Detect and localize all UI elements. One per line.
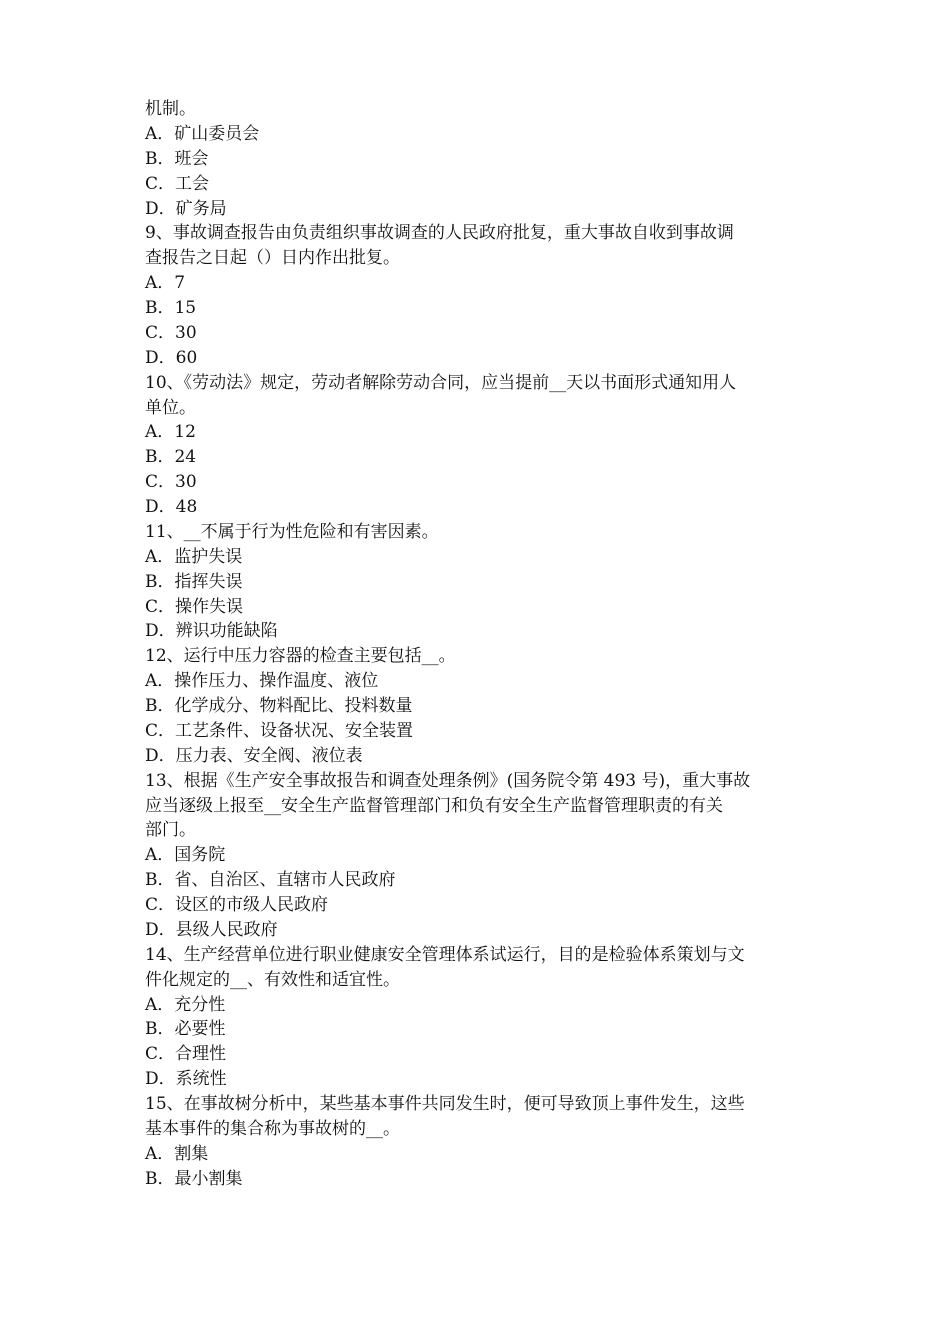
- option-line: D．系统性: [145, 1069, 227, 1090]
- question-line: 13、根据《生产安全事故报告和调查处理条例》(国务院令第 493 号)，重大事故: [145, 770, 751, 791]
- option-line: B．省、自治区、直辖市人民政府: [145, 870, 396, 891]
- question-line: 11、__不属于行为性危险和有害因素。: [145, 521, 439, 542]
- option-line: B．24: [145, 447, 197, 468]
- option-line: A．监护失误: [145, 546, 243, 567]
- question-line: 14、生产经营单位进行职业健康安全管理体系试运行，目的是检验体系策划与文: [145, 944, 745, 965]
- option-line: D．压力表、安全阀、液位表: [145, 745, 363, 766]
- option-line: B．班会: [145, 148, 209, 169]
- option-line: C．工艺条件、设备状况、安全装置: [145, 720, 414, 741]
- option-line: B．指挥失误: [145, 571, 243, 592]
- option-line: A．充分性: [145, 994, 226, 1015]
- document-page: [145, 97, 825, 1192]
- option-line: C．工会: [145, 173, 210, 194]
- option-line: D．辨识功能缺陷: [145, 621, 278, 642]
- question-line: 12、运行中压力容器的检查主要包括__。: [145, 646, 456, 667]
- option-line: B．化学成分、物料配比、投料数量: [145, 696, 413, 716]
- option-line: A．割集: [145, 1143, 209, 1164]
- question-line: 查报告之日起（）日内作出批复。: [145, 248, 400, 269]
- question-line: 单位。: [145, 397, 196, 418]
- question-line: 15、在事故树分析中，某些基本事件共同发生时，便可导致顶上事件发生，这些: [145, 1094, 745, 1114]
- option-line: C．操作失误: [145, 596, 244, 617]
- option-line: D．48: [145, 497, 198, 517]
- option-line: A．12: [145, 422, 196, 443]
- option-line: A．矿山委员会: [145, 123, 260, 144]
- question-line: 10、《劳动法》规定，劳动者解除劳动合同，应当提前__天以书面形式通知用人: [145, 372, 737, 393]
- option-line: C．30: [145, 472, 197, 493]
- question-line: 件化规定的__、有效性和适宜性。: [145, 969, 400, 990]
- question-line: 9、事故调查报告由负责组织事故调查的人民政府批复，重大事故自收到事故调: [145, 223, 734, 244]
- option-line: B．15: [145, 298, 197, 318]
- option-line: D．县级人民政府: [145, 919, 278, 940]
- question-line: 部门。: [145, 820, 196, 841]
- option-line: C．30: [145, 322, 197, 343]
- option-line: B．最小割集: [145, 1168, 243, 1189]
- option-line: A．国务院: [145, 845, 226, 866]
- question-line: 基本事件的集合称为事故树的__。: [145, 1118, 400, 1139]
- option-line: C．设区的市级人民政府: [145, 895, 329, 915]
- text-line: 机制。: [145, 99, 196, 119]
- option-line: D．矿务局: [145, 198, 227, 219]
- option-line: A．7: [145, 273, 186, 294]
- option-line: C．合理性: [145, 1044, 227, 1065]
- option-line: D．60: [145, 347, 198, 368]
- option-line: A．操作压力、操作温度、液位: [145, 671, 379, 692]
- option-line: B．必要性: [145, 1019, 226, 1040]
- question-line: 应当逐级上报至__安全生产监督管理部门和负有安全生产监督管理职责的有关: [145, 795, 723, 816]
